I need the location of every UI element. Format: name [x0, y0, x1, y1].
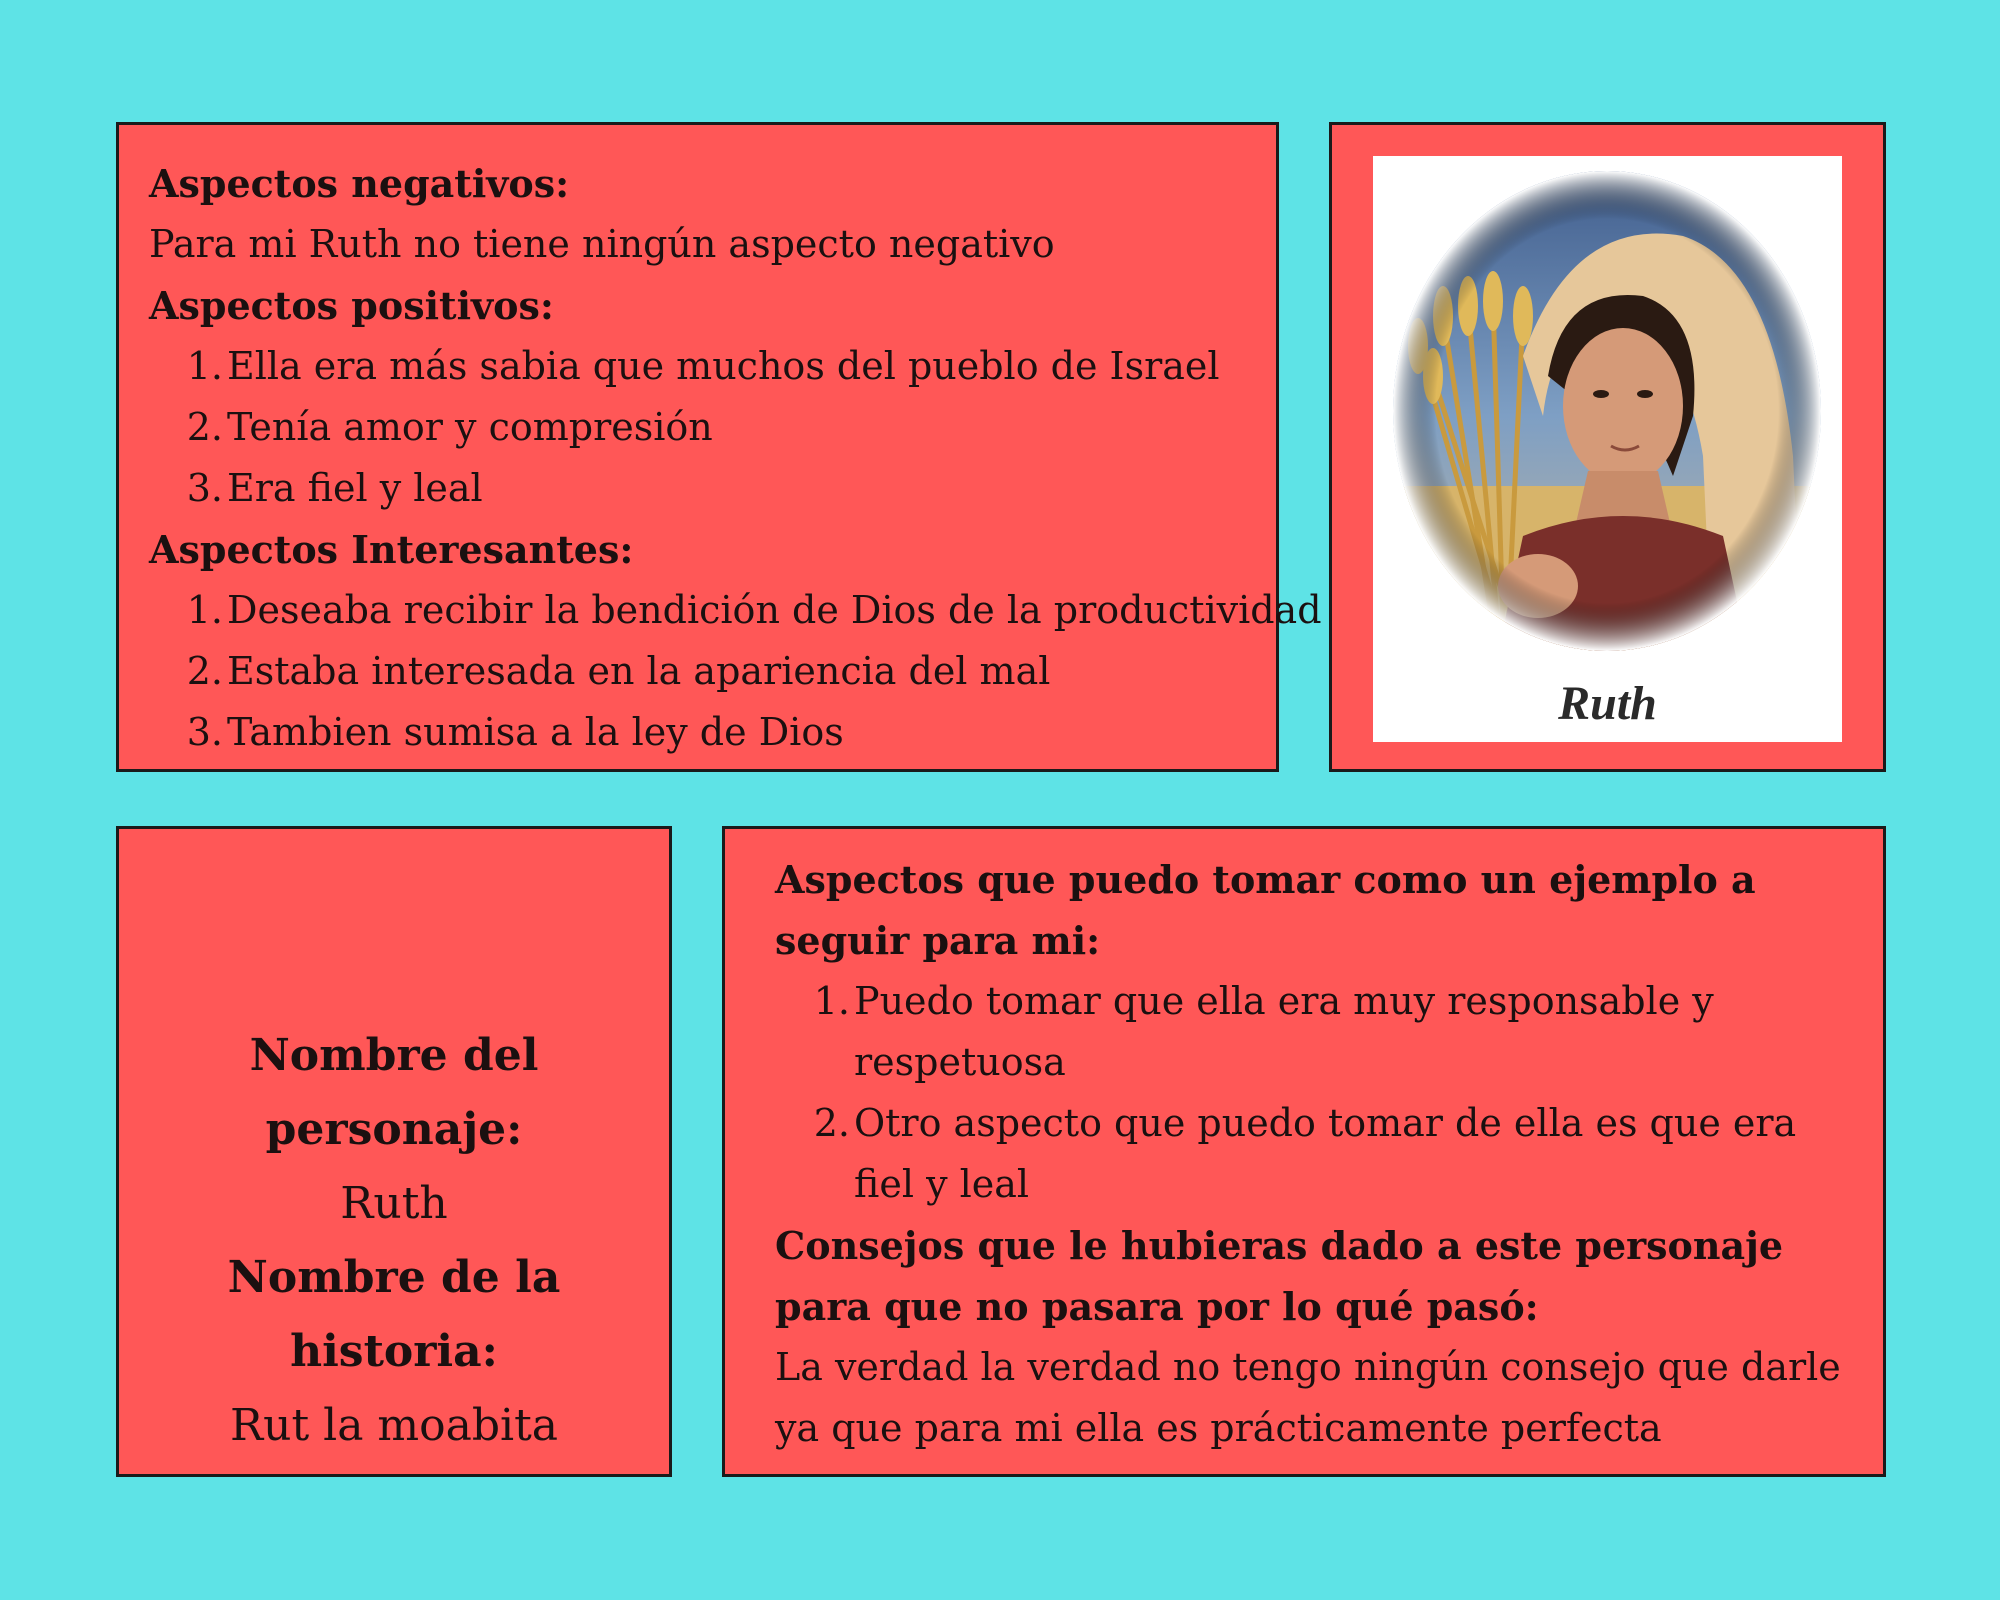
- negative-aspects-text: Para mi Ruth no tiene ningún aspecto negativo: [149, 222, 1055, 266]
- ruth-portrait-image: [1373, 156, 1842, 742]
- portrait-card: [1329, 122, 1886, 772]
- list-item: [149, 702, 1246, 763]
- list-text: Ella era más sabia que muchos del pueblo de Israel: [227, 344, 1220, 388]
- character-name-heading: Nombre del personaje:: [249, 1030, 539, 1155]
- list-text: Tenía amor y compresión: [227, 405, 713, 449]
- list-number: 2.: [186, 405, 223, 449]
- example-heading: Aspectos que puedo tomar como un ejemplo a seguir para mi:: [775, 857, 1756, 963]
- list-text: Otro aspecto que puedo tomar de ella es que era fiel y leal: [854, 1101, 1797, 1206]
- positive-aspects-heading: Aspectos positivos:: [149, 283, 554, 328]
- list-number: 1.: [186, 588, 223, 632]
- list-number: 3.: [186, 710, 223, 754]
- list-number: 1.: [186, 344, 223, 388]
- portrait-caption: Ruth: [1558, 677, 1657, 730]
- advice-text: La verdad la verdad no tengo ningún consejo que darle ya que para mi ella es prácticamente perfecta: [775, 1345, 1841, 1450]
- portrait-illustration: [1373, 156, 1842, 742]
- list-item: [149, 580, 1322, 641]
- interesting-aspects-heading: Aspectos Interesantes:: [149, 527, 634, 572]
- name-card-content: [119, 1019, 669, 1463]
- list-number: 3.: [186, 466, 223, 510]
- list-item: [149, 458, 1246, 519]
- story-name-value: Rut la moabita: [229, 1400, 559, 1451]
- list-item: [775, 1093, 1843, 1215]
- list-item: [775, 971, 1843, 1093]
- list-text: Deseaba recibir la bendición de Dios de la productividad: [227, 588, 1322, 632]
- story-name-heading: Nombre de la historia:: [227, 1252, 561, 1377]
- aspects-card: [116, 122, 1322, 772]
- name-card: [116, 826, 672, 1477]
- character-name-value: Ruth: [340, 1178, 448, 1229]
- positive-aspects-list: [149, 336, 1246, 519]
- list-number: 2.: [813, 1101, 850, 1145]
- list-item: [149, 641, 1246, 702]
- example-list: [775, 971, 1843, 1215]
- list-number: 2.: [186, 649, 223, 693]
- list-text: Puedo tomar que ella era muy responsable y respetuosa: [854, 979, 1714, 1084]
- example-card: [722, 826, 1886, 1477]
- interesting-aspects-list: [149, 580, 1322, 763]
- advice-heading: Consejos que le hubieras dado a este personaje para que no pasara por lo qué pasó:: [775, 1223, 1784, 1329]
- list-item: [149, 397, 1246, 458]
- list-text: Tambien sumisa a la ley de Dios: [227, 710, 844, 754]
- list-item: [149, 336, 1246, 397]
- list-text: Era fiel y leal: [227, 466, 483, 510]
- negative-aspects-heading: Aspectos negativos:: [149, 161, 570, 206]
- list-number: 1.: [813, 979, 850, 1023]
- list-text: Estaba interesada en la apariencia del mal: [227, 649, 1051, 693]
